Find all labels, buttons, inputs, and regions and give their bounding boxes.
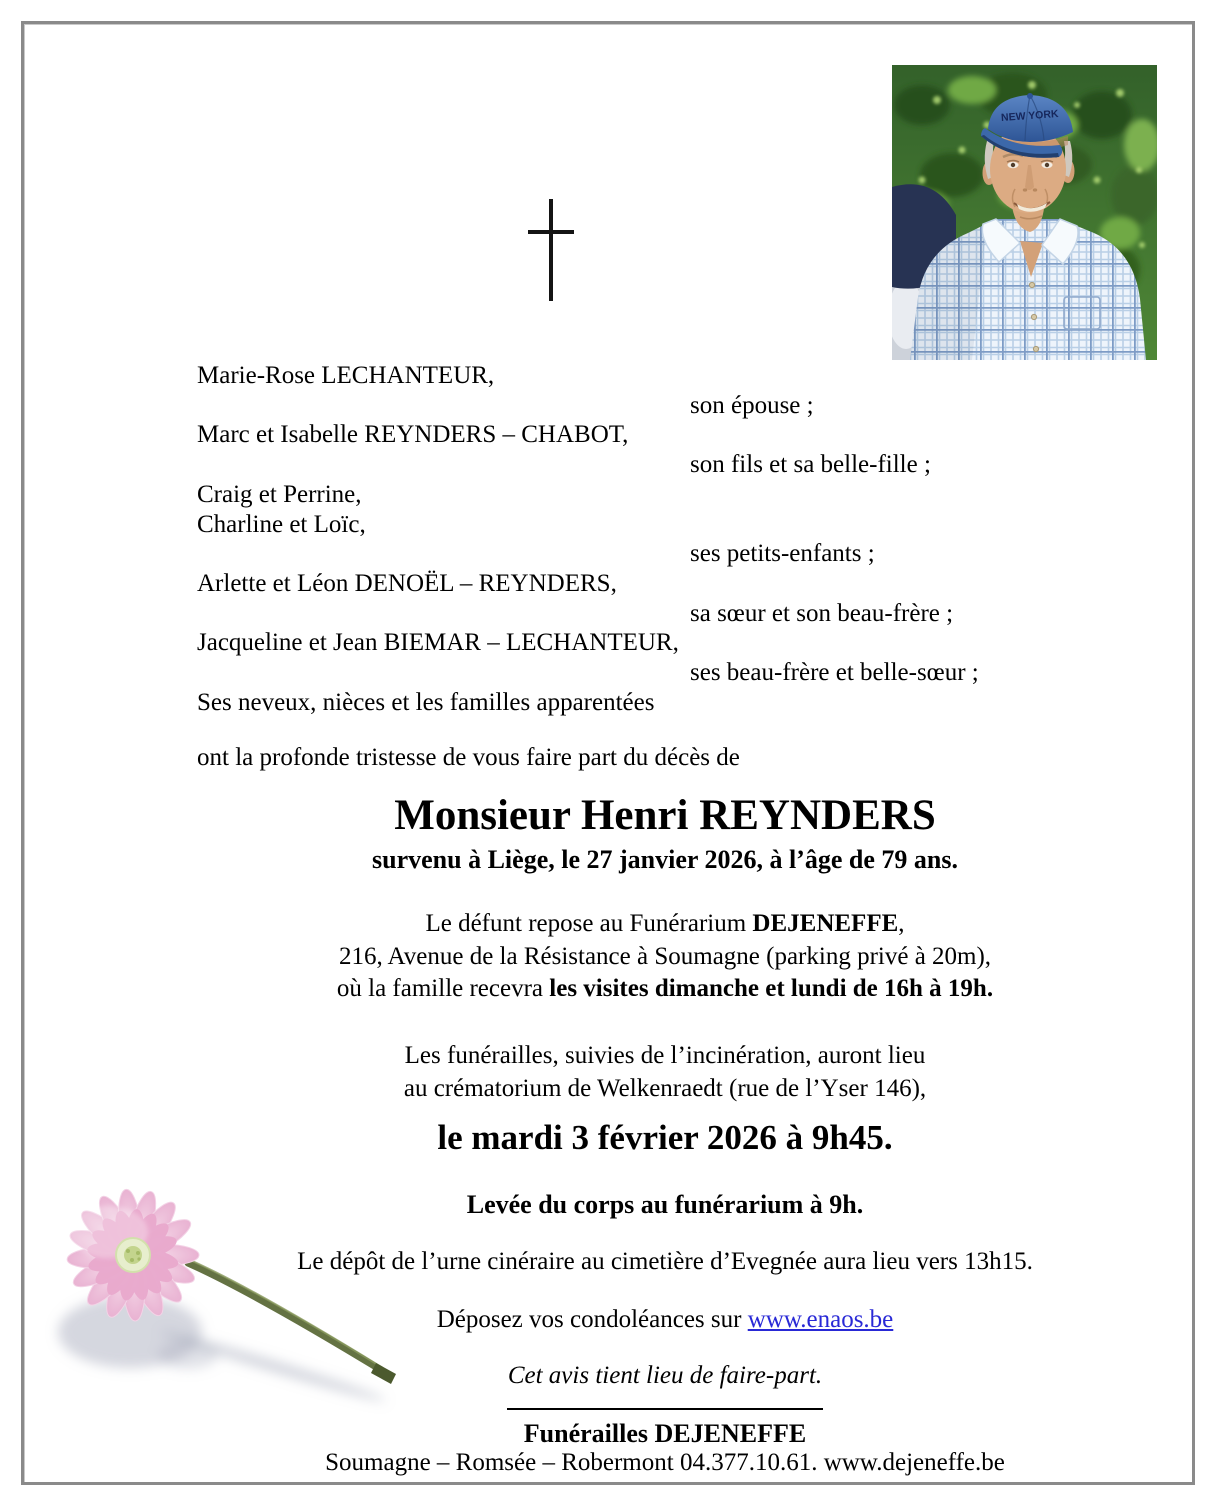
portrait-photo	[892, 65, 1157, 360]
condolences-text: Déposez vos condoléances sur	[436, 1306, 748, 1333]
urn-line: Le dépôt de l’urne cinéraire au cimetière d’Evegnée aura lieu vers 13h15.	[297, 1248, 1033, 1275]
repose-line-1-text: Le défunt repose au Funérarium	[425, 910, 753, 937]
family-name-line: Ses neveux, nièces et les familles apparentées	[197, 688, 655, 716]
funeral-home-contact: Soumagne – Romsée – Robermont 04.377.10.61. www.dejeneffe.be	[325, 1449, 1005, 1476]
ceremony-block	[197, 1040, 1133, 1105]
deceased-name: Monsieur Henri REYNDERS	[394, 792, 936, 839]
visit-hours: les visites dimanche et lundi de 16h à 19h.	[549, 975, 994, 1002]
family-relation-line: ses petits-enfants ;	[690, 540, 875, 568]
faire-part-notice: Cet avis tient lieu de faire-part.	[507, 1362, 823, 1389]
footer-divider	[507, 1408, 823, 1410]
family-relation-line: ses beau-frère et belle-sœur ;	[690, 659, 979, 687]
family-relation-line: sa sœur et son beau-frère ;	[690, 599, 954, 627]
announcement-intro: ont la profonde tristesse de vous faire part du décès de	[197, 744, 740, 771]
repose-line-1	[197, 908, 1133, 941]
ceremony-line-1: Les funérailles, suivies de l’incinération, auront lieu	[404, 1042, 926, 1069]
repose-block	[197, 908, 1133, 1006]
family-name-line: Arlette et Léon DENOËL – REYNDERS,	[197, 569, 617, 597]
family-name-line: Jacqueline et Jean BIEMAR – LECHANTEUR,	[197, 629, 679, 657]
family-name-line: Craig et Perrine,	[197, 480, 362, 508]
funeral-date: le mardi 3 février 2026 à 9h45.	[437, 1118, 893, 1157]
enaos-link[interactable]: www.enaos.be	[747, 1306, 894, 1333]
levee-line: Levée du corps au funérarium à 9h.	[466, 1190, 864, 1219]
family-name-line: Charline et Loïc,	[197, 510, 366, 538]
family-relation-line: son fils et sa belle-fille ;	[690, 451, 931, 479]
family-name-line: Marc et Isabelle REYNDERS – CHABOT,	[197, 421, 629, 449]
repose-visits-text: où la famille recevra	[336, 975, 550, 1002]
svg-text:NEW YORK: NEW YORK	[1000, 108, 1059, 125]
ceremony-line-2: au crématorium de Welkenraedt (rue de l’Yser 146),	[403, 1074, 927, 1102]
death-date-line: survenu à Liège, le 27 janvier 2026, à l’âge de 79 ans.	[372, 845, 958, 874]
cross-horizontal-bar	[528, 230, 574, 234]
repose-address: 216, Avenue de la Résistance à Soumagne (parking privé à 20m),	[338, 942, 992, 970]
funeral-home-footer: Funérailles DEJENEFFE	[523, 1419, 807, 1448]
repose-visits	[197, 973, 1133, 1006]
family-name-line: Marie-Rose LECHANTEUR,	[197, 362, 495, 389]
cross-vertical-bar	[549, 199, 553, 301]
funeral-home-name: DEJENEFFE	[752, 910, 899, 937]
family-list	[197, 361, 1157, 717]
family-relation-line: son épouse ;	[690, 391, 814, 419]
flower-image	[38, 1170, 423, 1420]
repose-line-1-comma: ,	[898, 910, 905, 937]
